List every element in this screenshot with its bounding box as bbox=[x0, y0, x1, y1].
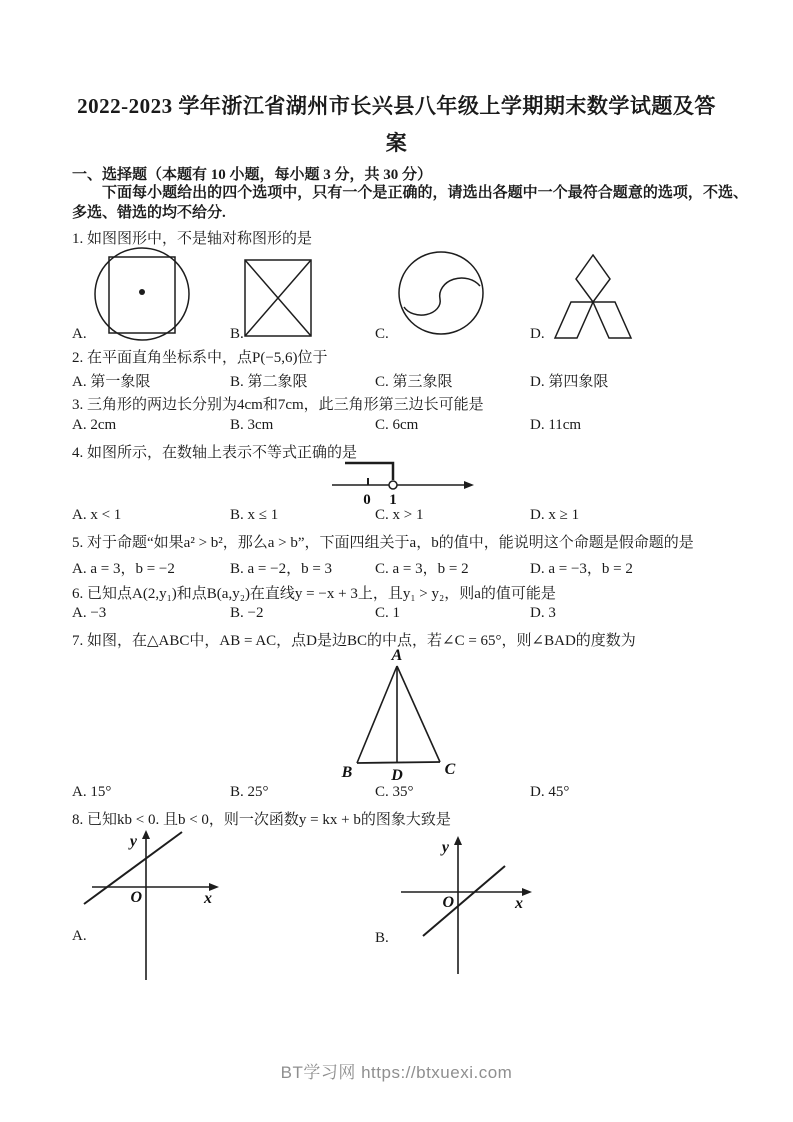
right-arrowhead bbox=[464, 481, 474, 489]
right-parallelogram bbox=[593, 302, 631, 338]
question-6-options bbox=[72, 605, 748, 625]
figure-q1-d-rhombus-parallelograms bbox=[543, 254, 643, 340]
section-intro: 下面每小题给出的四个选项中，只有一个是正确的，请选出各题中一个最符合题意的选项，不选、多选、错选的均不给分. bbox=[72, 185, 748, 221]
figure-q8-graph-b bbox=[393, 836, 543, 976]
center-dot bbox=[139, 289, 145, 295]
option-a: A. 15° bbox=[72, 784, 112, 800]
side-ac bbox=[397, 666, 440, 762]
figure-q1-c-yinyang-circle bbox=[396, 250, 486, 336]
origin-label: O bbox=[442, 894, 454, 911]
question-2-options bbox=[72, 370, 748, 390]
question-2-text: 2. 在平面直角坐标系中，点P(−5,6)位于 bbox=[72, 350, 328, 366]
site-watermark-footer: BT学习网 https://btxuexi.com bbox=[280, 1063, 513, 1082]
open-circle bbox=[389, 481, 397, 489]
question-3-options bbox=[72, 417, 748, 437]
y-axis-arrowhead bbox=[454, 836, 462, 845]
origin-label: O bbox=[130, 889, 142, 906]
option-b: B. 第二象限 bbox=[230, 374, 308, 390]
option-a: A. −3 bbox=[72, 605, 107, 621]
option-c: C. 35° bbox=[375, 784, 414, 800]
y-axis-label: y bbox=[441, 839, 449, 856]
figure-label-b: B. bbox=[375, 930, 389, 946]
question-8-text: 8. 已知kb < 0. 且b < 0，则一次函数y = kx + b的图象大致是 bbox=[72, 812, 451, 828]
point-label-d: D bbox=[391, 767, 403, 784]
question-4-options bbox=[72, 507, 748, 527]
question-1-text: 1. 如图图形中，不是轴对称图形的是 bbox=[72, 231, 313, 247]
x-axis-arrowhead bbox=[522, 888, 532, 896]
function-line bbox=[423, 866, 505, 936]
question-5-text: 5. 对于命题“如果a² > b²，那么a > b”，下面四组关于a，b的值中，能说明这个命题是假命题的是 bbox=[72, 535, 694, 551]
side-ab bbox=[357, 666, 397, 763]
s-curve bbox=[404, 278, 480, 315]
option-d: D. 45° bbox=[530, 784, 570, 800]
question-6-text: 6. 已知点A(2,y₁)和点B(a,y₂)在直线y = −x + 3上，且y₁ > y₂，则a的值可能是 bbox=[72, 586, 556, 602]
y-axis-arrowhead bbox=[142, 830, 150, 839]
option-b: B. −2 bbox=[230, 605, 264, 621]
option-a: A. 2cm bbox=[72, 417, 117, 433]
section-heading: 一、选择题（本题有 10 小题，每小题 3 分，共 30 分） bbox=[72, 167, 433, 183]
vertex-label-a: A bbox=[391, 648, 403, 664]
option-a: A. a = 3，b = −2 bbox=[72, 561, 175, 577]
option-c: C. 1 bbox=[375, 605, 401, 621]
option-b: B. 3cm bbox=[230, 417, 274, 433]
tick-label-1: 1 bbox=[389, 492, 397, 508]
x-axis-label: x bbox=[204, 890, 212, 907]
figure-q1-a-circle-with-square bbox=[92, 246, 192, 342]
question-7-text: 7. 如图，在△ABC中，AB = AC，点D是边BC的中点，若∠C = 65°，则∠BAD的度数为 bbox=[72, 633, 636, 649]
vertex-label-c: C bbox=[444, 761, 456, 778]
question-3-text: 3. 三角形的两边长分别为4cm和7cm，此三角形第三边长可能是 bbox=[72, 397, 484, 413]
option-b: B. 25° bbox=[230, 784, 269, 800]
option-b: B. x ≤ 1 bbox=[230, 507, 279, 523]
figure-q8-graph-a bbox=[80, 830, 235, 982]
tick-label-0: 0 bbox=[363, 492, 371, 508]
figure-label-a: A. bbox=[72, 326, 87, 342]
option-c: C. 6cm bbox=[375, 417, 419, 433]
page-title-line1: 2022-2023 学年浙江省湖州市长兴县八年级上学期期末数学试题及答 bbox=[77, 94, 716, 118]
page-title-line2: 案 bbox=[385, 131, 408, 155]
option-d: D. 第四象限 bbox=[530, 374, 609, 390]
figure-label-a: A. bbox=[72, 928, 87, 944]
option-d: D. x ≥ 1 bbox=[530, 507, 580, 523]
question-4-text: 4. 如图所示，在数轴上表示不等式正确的是 bbox=[72, 445, 358, 461]
figure-q1-b-square-with-diagonals bbox=[243, 258, 313, 338]
option-b: B. a = −2，b = 3 bbox=[230, 561, 333, 577]
option-c: C. a = 3，b = 2 bbox=[375, 561, 469, 577]
figure-label-c: C. bbox=[375, 326, 389, 342]
solution-bracket bbox=[345, 463, 393, 480]
option-d: D. a = −3，b = 2 bbox=[530, 561, 633, 577]
option-d: D. 3 bbox=[530, 605, 556, 621]
option-c: C. x > 1 bbox=[375, 507, 424, 523]
x-axis-label: x bbox=[515, 895, 523, 912]
left-parallelogram bbox=[555, 302, 593, 338]
option-a: A. x < 1 bbox=[72, 507, 122, 523]
circle-shape bbox=[399, 252, 483, 334]
option-a: A. 第一象限 bbox=[72, 374, 151, 390]
figure-label-b: B. bbox=[230, 326, 244, 342]
question-7-options bbox=[72, 784, 748, 804]
option-d: D. 11cm bbox=[530, 417, 582, 433]
figure-q4-numberline bbox=[330, 456, 475, 508]
option-c: C. 第三象限 bbox=[375, 374, 453, 390]
question-5-options bbox=[72, 557, 748, 577]
vertex-label-b: B bbox=[341, 764, 353, 781]
figure-q7-triangle bbox=[338, 648, 463, 784]
side-bc bbox=[357, 762, 440, 763]
y-axis-label: y bbox=[129, 833, 137, 850]
rhombus-shape bbox=[576, 255, 610, 302]
figure-label-d: D. bbox=[530, 326, 545, 342]
